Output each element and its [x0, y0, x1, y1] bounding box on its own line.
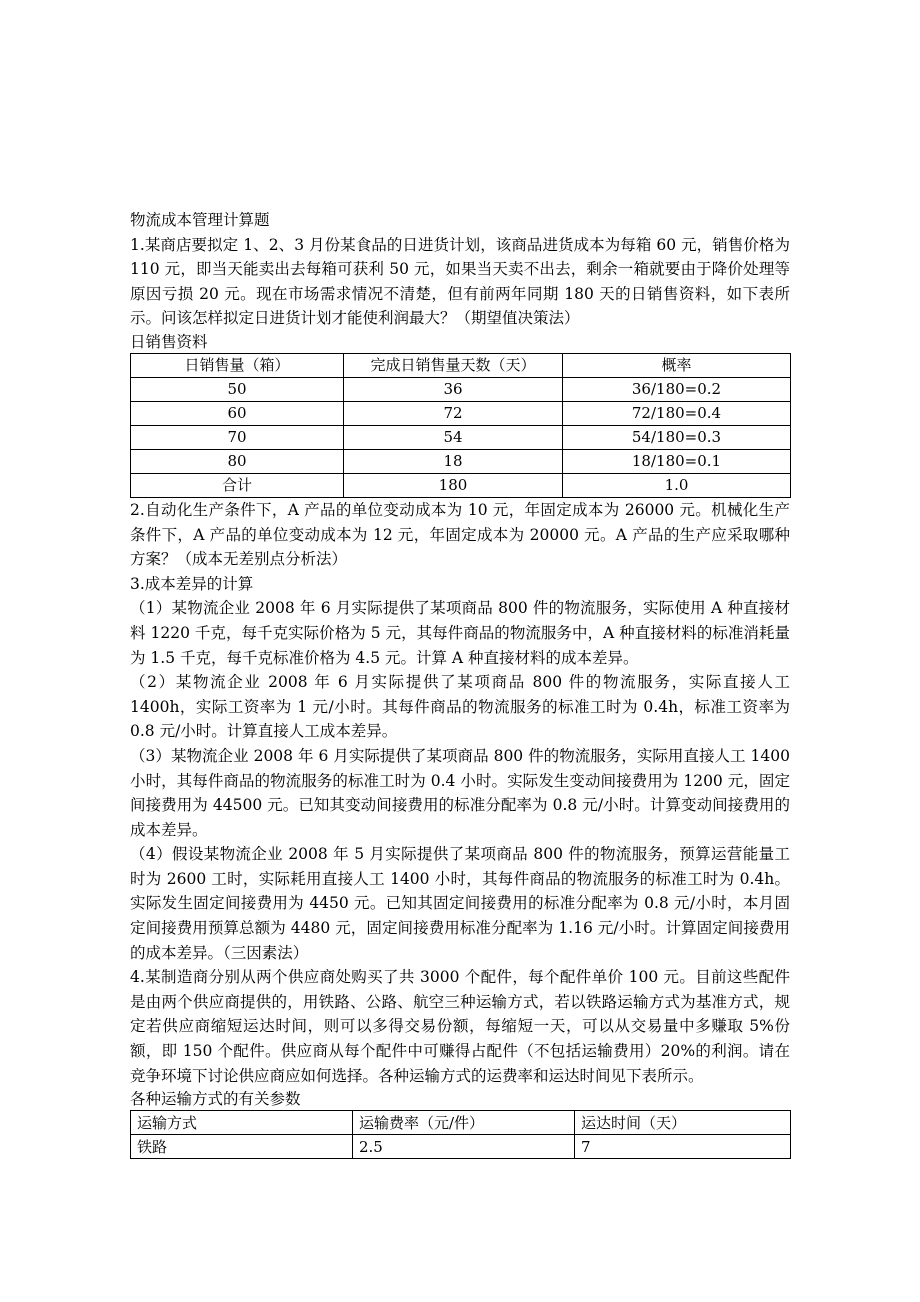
table-row — [131, 377, 791, 401]
question-3-part-4: （4）假设某物流企业 2008 年 5 月实际提供了某项商品 800 件的物流服务，预算运营能量工时为 2600 工时，实际耗用直接人工 1400 小时，其每件商品的物流服务的标准工时为 0.4h。实际发生固定间接费用为 4450 元。已知其固定间接费用的标准分配率为 0.8 元/小时，本月固定间接费用预算总额为 4480 元，固定间接费用标准分配率为 1.16 元/小时。计算固定间接费用的成本差异。（三因素法） — [130, 845, 790, 962]
table-cell: 1.0 — [563, 473, 791, 497]
question-2: 2.自动化生产条件下，A 产品的单位变动成本为 10 元，年固定成本为 26000 元。机械化生产条件下，A 产品的单位变动成本为 12 元，年固定成本为 20000 元。A 产品的生产应采取哪种方案？（成本无差别点分析法） — [130, 500, 790, 569]
column-header: 运达时间（天） — [575, 1111, 791, 1135]
table-cell: 铁路 — [131, 1135, 353, 1159]
table-row — [131, 1135, 791, 1159]
table-2-caption: 各种运输方式的有关参数 — [130, 1090, 301, 1109]
question-4: 4.某制造商分别从两个供应商处购买了共 3000 个配件，每个配件单价 100 元。目前这些配件是由两个供应商提供的，用铁路、公路、航空三种运输方式，若以铁路运输方式为基准方式，规定若供应商缩短运达时间，则可以多得交易份额，每缩短一天，可以从交易量中多赚取 5%份额，即 150 个配件。供应商从每个配件中可赚得占配件（不包括运输费用）20%的利润。请在竞争环境下讨论供应商应如何选择。各种运输方式的运费率和运达时间见下表所示。 — [130, 968, 790, 1085]
document-title: 物流成本管理计算题 — [130, 211, 270, 229]
transport-parameters-table — [130, 1110, 791, 1159]
table-cell: 18 — [344, 449, 563, 473]
table-cell: 60 — [131, 401, 344, 425]
table-cell: 80 — [131, 449, 344, 473]
question-1: 1.某商店要拟定 1、2、3 月份某食品的日进货计划，该商品进货成本为每箱 60 元，销售价格为 110 元，即当天能卖出去每箱可获利 50 元，如果当天卖不出去，剩余一箱就要由于降价处理等原因亏损 20 元。现在市场需求情况不清楚，但有前两年同期 180 天的日销售资料，如下表所示。问该怎样拟定日进货计划才能使利润最大？（期望值决策法） — [130, 235, 790, 328]
column-header: 运输方式 — [131, 1111, 353, 1135]
table-cell: 合计 — [131, 473, 344, 497]
column-header: 概率 — [563, 353, 791, 377]
table-row — [131, 449, 791, 473]
table-cell: 18/180=0.1 — [563, 449, 791, 473]
question-3-part-3: （3）某物流企业 2008 年 6 月实际提供了某项商品 800 件的物流服务，实际用直接人工 1400 小时，其每件商品的物流服务的标准工时为 0.4 小时。实际发生变动间接费用为 1200 元，固定间接费用为 44500 元。已知其变动间接费用的标准分配率为 0.8 元/小时。计算变动间接费用的成本差异。 — [130, 746, 790, 839]
table-cell: 54/180=0.3 — [563, 425, 791, 449]
table-header-row — [131, 353, 791, 377]
column-header: 运输费率（元/件） — [353, 1111, 575, 1135]
table-cell: 180 — [344, 473, 563, 497]
table-cell: 72/180=0.4 — [563, 401, 791, 425]
table-1-caption: 日销售资料 — [130, 332, 208, 351]
document-page — [130, 208, 790, 1159]
table-cell: 7 — [575, 1135, 791, 1159]
table-header-row — [131, 1111, 791, 1135]
column-header: 日销售量（箱） — [131, 353, 344, 377]
table-row — [131, 425, 791, 449]
question-3-title: 3.成本差异的计算 — [130, 574, 254, 593]
table-cell: 2.5 — [353, 1135, 575, 1159]
table-row — [131, 401, 791, 425]
table-cell: 50 — [131, 377, 344, 401]
daily-sales-table — [130, 353, 791, 498]
table-cell: 70 — [131, 425, 344, 449]
table-total-row — [131, 473, 791, 497]
table-cell: 36/180=0.2 — [563, 377, 791, 401]
column-header: 完成日销售量天数（天） — [344, 353, 563, 377]
table-cell: 36 — [344, 377, 563, 401]
question-3-part-2: （2）某物流企业 2008 年 6 月实际提供了某项商品 800 件的物流服务，实际直接人工 1400h，实际工资率为 1 元/小时。其每件商品的物流服务的标准工时为 0.4h，标准工资率为 0.8 元/小时。计算直接人工成本差异。 — [130, 673, 790, 741]
table-cell: 72 — [344, 401, 563, 425]
table-cell: 54 — [344, 425, 563, 449]
question-3-part-1: （1）某物流企业 2008 年 6 月实际提供了某项商品 800 件的物流服务，实际使用 A 种直接材料 1220 千克，每千克实际价格为 5 元，其每件商品的物流服务中，A 种直接材料的标准消耗量为 1.5 千克，每千克标准价格为 4.5 元。计算 A 种直接材料的成本差异。 — [130, 599, 790, 667]
